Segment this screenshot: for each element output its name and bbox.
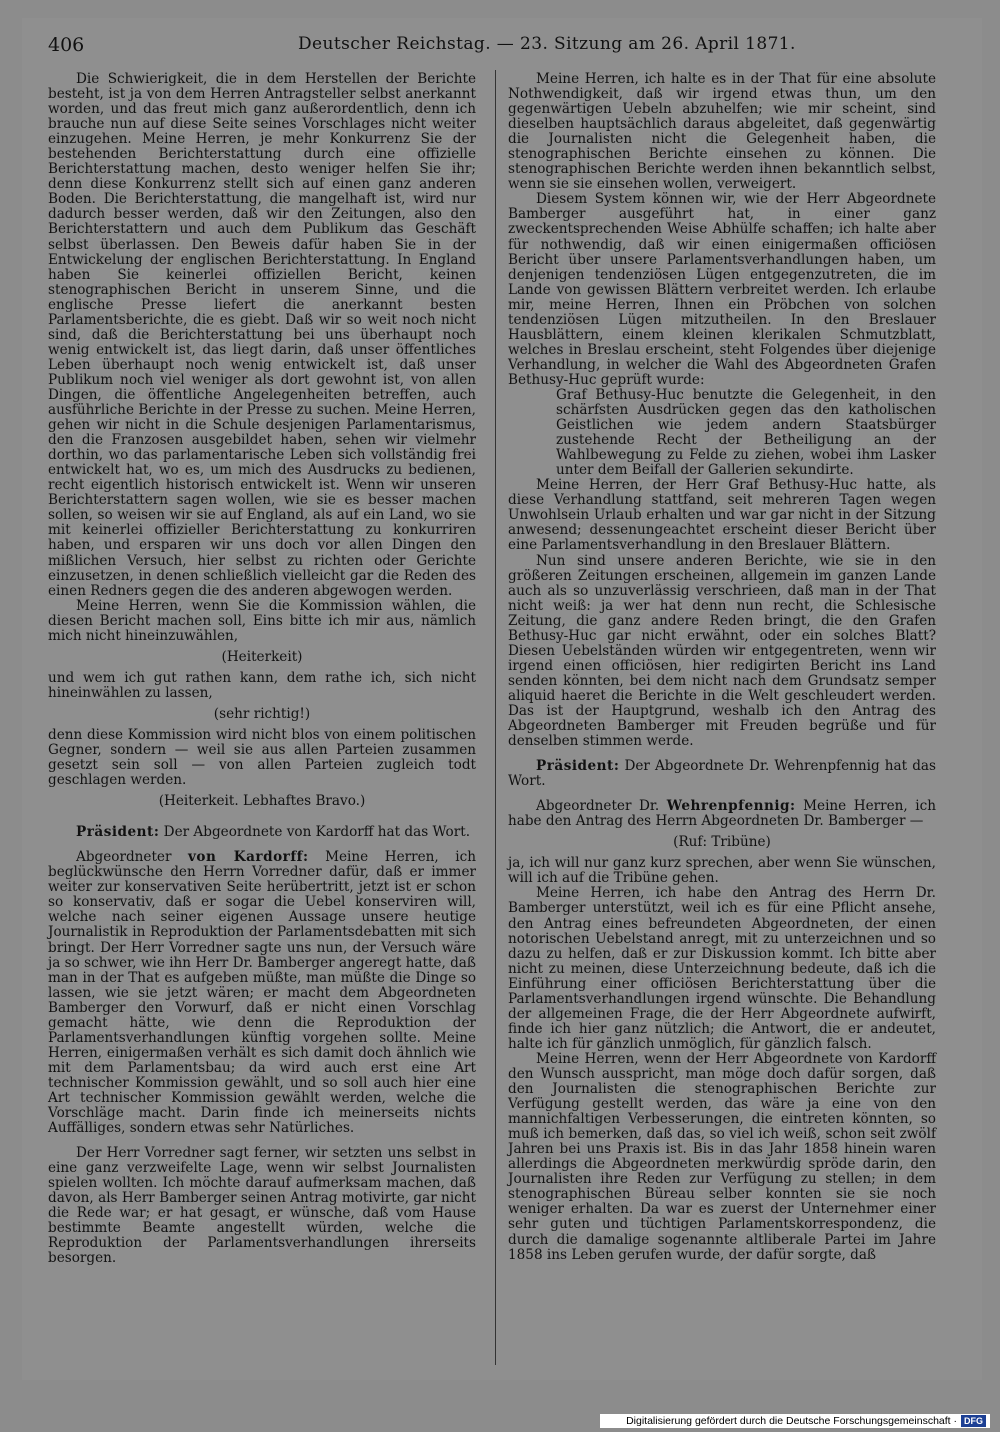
president-remark: Präsident: Der Abgeordnete von Kardorff hat das Wort. (76, 824, 471, 841)
paragraph: Der Herr Vorredner sagt ferner, wir setzten uns selbst in eine ganz verzweifelte Lage, wenn wir selbst Journalisten spielen wollten. Ich möchte darauf aufmerksam machen, daß davon, als Herr Bamberger seinen Antrag motivirte, gar nicht die Rede war; er hat gesagt, er wünsche, daß vom Hause bestimmte Beamte angestellt würden, welche die Reproduktion der Parlamentsverhandlungen ihrerseits besorgen. (48, 1145, 476, 1267)
speech: Abgeordneter Dr. Wehrenpfennig: Meine Herren, ich habe den Antrag des Herrn Abgeordneten Dr. Bamberger — (508, 798, 936, 830)
paragraph: Diesem System können wir, wie der Herr Abgeordnete Bamberger ausgeführt hat, in einer ganz zweckentsprechenden Weise Abhülfe schaffen; ich halte aber für nothwendig, daß wir einen einigermaßen officiösen Bericht über unsere Parlamentsverhandlungen haben, um denjenigen tendenziösen Lügen entgegenzutreten, die im Lande von gewissen Blättern verbreitet werden. Ich erlaube mir, meine Herren, Ihnen ein Pröbchen von solchen tendenziösen Lügen mitzutheilen. In den Breslauer Hausblättern, einem kleinen klerikalen Schmutzblatt, welches in Breslau erscheint, steht Folgendes über diejenige Verhandlung, in welcher die Wahl des Abgeordneten Grafen Bethusy-Huc geprüft wurde: (508, 191, 936, 388)
credit-text: Digitalisierung gefördert durch die Deutsche Forschungsgemeinschaft · (626, 1415, 957, 1427)
page-header (48, 34, 948, 62)
dfg-logo-icon: DFG (961, 1415, 986, 1427)
speaker-label: Präsident: (536, 758, 620, 775)
paragraph: Meine Herren, ich habe den Antrag des Herrn Dr. Bamberger unterstützt, weil ich es für eine Pflicht ansehe, den Antrag eines befreundeten Abgeordneten, der einen notorischen Uebelstand anregt, mit zu unterzeichnen und so dazu zu helfen, daß er zur Diskussion kommt. Ich bitte aber nicht zu meinen, diese Unterzeichnung bedeute, daß ich die Einführung einer officiösen Berichterstattung über die Parlamentsverhandlungen irgend wünschte. Die Behandlung der allgemeinen Frage, die der Herr Abgeordnete aufwirft, finde ich hier ganz nützlich; die Antwort, die er andeutet, halte ich für gänzlich unmöglich, für gänzlich falsch. (508, 885, 936, 1052)
paragraph: Die Schwierigkeit, die in dem Herstellen der Berichte besteht, ist ja von dem Herren Antragsteller selbst anerkannt worden, und das freut mich ganz außerordentlich, denn ich brauche nun auf diese Seite seines Vorschlages nicht weiter einzugehen. Meine Herren, je mehr Konkurrenz Sie der bestehenden Berichterstattung durch eine offizielle Berichterstattung machen, desto weniger helfen Sie ihr; denn diese Konkurrenz stellt sich auf einen ganz anderen Boden. Die Berichterstattung, die mangelhaft ist, wird nur dadurch besser werden, daß wir den Zeitungen, also den Berichterstattern und auch dem Publikum das Geschäft selbst überlassen. Den Beweis dafür haben Sie in der Entwickelung der englischen Berichterstattung. In England haben Sie keinerlei offiziellen Bericht, keinen stenographischen Bericht in unserem Sinne, und die englische Presse liefert die anerkannt besten Parlamentsberichte, die es giebt. Daß wir so weit noch nicht sind, daß die Berichterstattung bei uns überhaupt noch wenig entwickelt ist, das liegt darin, daß unser öffentliches Leben überhaupt noch wenig entwickelt ist, daß unser Publikum noch viel weniger als dort gewohnt ist, von allen Dingen, die öffentliche Angelegenheiten betreffen, auch ausführliche Berichte in der Presse zu suchen. Meine Herren, gehen wir nicht in die Schule desjenigen Parlamentarismus, den die Franzosen ausgebildet haben, sehen wir vielmehr dorthin, wo das parlamentarische Leben sich vollständig frei entwickelt hat, wo es, um mich des Ausdrucks zu bedienen, recht eigentlich historisch entwickelt ist. Wenn wir unseren Berichterstattern sagen wollen, wie sie es besser machen sollen, so weisen wir sie auf England, als auf ein Land, wo sie mit keinerlei offizieller Berichterstattung zu konkurriren haben, und ersparen wir uns doch vor allen Dingen den mißlichen Versuch, hier selbst zu richten oder Gerichte einzusetzen, in denen schließlich vielleicht gar die Reden des einen Redners gegen die des anderen abgewogen werden. (48, 71, 476, 599)
stage-direction: (Heiterkeit) (221, 648, 303, 665)
paragraph: Meine Herren, ich halte es in der That für eine absolute Nothwendigkeit, daß wir irgend etwas thun, um den gegenwärtigen Uebeln abzuhelfen; wie mir scheint, sind dieselben hauptsächlich daraus abgeleitet, daß gegenwärtig die Journalisten nicht die Gelegenheit haben, die stenographischen Berichte einsehen zu können. Die stenographischen Berichte werden ihnen bekanntlich selbst, wenn sie sie einsehen wollen, verweigert. (508, 71, 936, 193)
paragraph: Meine Herren, wenn Sie die Kommission wählen, die diesen Bericht machen soll, Eins bitte ich mir aus, nämlich mich nicht hineinzuwählen, (48, 597, 476, 644)
paragraph: ja, ich will nur ganz kurz sprechen, aber wenn Sie wünschen, will ich auf die Tribüne gehen. (508, 855, 936, 887)
stage-direction: (sehr richtig!) (213, 705, 311, 722)
stage-direction: (Heiterkeit. Lebhaftes Bravo.) (158, 793, 366, 810)
speaker-label: Präsident: (76, 824, 160, 841)
paragraph: Meine Herren, der Herr Graf Bethusy-Huc hatte, als diese Verhandlung stattfand, seit mehreren Tagen wegen Unwohlsein Urlaub erhalten und war gar nicht in der Sitzung anwesend; dessenungeachtet erscheint dieser Bericht über eine Parlamentsverhandlung in den Breslauer Blättern. (508, 477, 936, 554)
paragraph: Meine Herren, wenn der Herr Abgeordnete von Kardorff den Wunsch ausspricht, man möge doch dafür sorgen, daß den Journalisten die stenographischen Berichte zur Verfügung gestellt werden, das wäre ja eine von den mannichfaltigen Verbesserungen, die eintreten könnten, so muß ich bemerken, daß das, so viel ich weiß, schon seit zwölf Jahren bei uns Praxis ist. Bis in das Jahr 1858 hinein waren allerdings die Abgeordneten merkwürdig spröde darin, den Journalisten ihre Reden zur Verfügung zu stellen; in dem stenographischen Büreau selber konnten sie sie noch weniger erhalten. Da war es zuerst der Unternehmer einer sehr guten und tüchtigen Parlamentskorrespondenz, die durch die damalige sogenannte altliberale Partei im Jahre 1858 ins Leben gerufen wurde, der dafür sorgte, daß (508, 1050, 936, 1263)
president-remark: Präsident: Der Abgeordnete Dr. Wehrenpfennig hat das Wort. (508, 758, 936, 790)
column-divider (495, 70, 496, 1365)
block-quote: Graf Bethusy-Huc benutzte die Gelegenheit, in den schärfsten Ausdrücken gegen das den katholischen Geistlichen wie jedem andern Staatsbürger zustehende Recht der Betheiligung an der Wahlbewegung zu Felde zu ziehen, wobei ihm Lasker unter dem Beifall der Gallerien sekundirte. (556, 386, 936, 479)
running-title: Deutscher Reichstag. — 23. Sitzung am 26. April 1871. (298, 34, 796, 54)
speech: Abgeordneter von Kardorff: Meine Herren, ich beglückwünsche den Herrn Vorredner dafür, daß er immer weiter zur konservativen Seite herübertritt, jetzt ist er schon so konservativ, daß er sogar die Uebel konserviren will, welche nach seiner eigenen Aussage unsere heutige Journalistik in Reproduktion der Parlamentsdebatten mit sich bringt. Der Herr Vorredner sagte uns nun, der Versuch wäre ja so schwer, wie ihn Herr Dr. Bamberger angeregt hatte, daß man in der That es aufgeben müßte, man müßte die Dinge so lassen, wie sie jetzt wären; er macht dem Abgeordneten Bamberger den Vorwurf, daß er nicht einen Vorschlag gemacht hätte, wie denn die Reproduktion der Parlamentsverhandlungen künftig vorgehen sollte. Meine Herren, einigermaßen verhält es sich damit doch ähnlich wie mit dem Parlamentsbau; da wird auch erst eine Art technischer Kommission gewählt, und so soll auch hier eine Art technischer Kommission gewählt werden, welche die Vorschläge macht. Darin finde ich meinerseits nichts Auffälliges, sondern etwas sehr Natürliches. (48, 849, 476, 1137)
paragraph: Nun sind unsere anderen Berichte, wie sie in den größeren Zeitungen erscheinen, allgemein im ganzen Lande auch als so unzuverlässig verschrieen, daß man in der That nicht weiß: ja wer hat denn nun recht, die Schlesische Zeitung, die ganz andere Reden bringt, die den Grafen Bethusy-Huc gar nicht erwähnt, oder ein solches Blatt? Diesen Uebelständen würden wir entgegentreten, wenn wir irgend einen officiösen, hier redigirten Bericht ins Land senden könnten, bei dem nicht nach dem Grundsatz semper aliquid haeret die Berichte in die Welt geschleudert werden. Das ist der Hauptgrund, weshalb ich den Antrag des Abgeordneten Bamberger mit Freuden begrüße und für denselben stimmen werde. (508, 552, 936, 750)
page-number: 406 (48, 34, 85, 56)
left-column (48, 72, 476, 1267)
speaker-name: Wehrenpfennig: (666, 798, 796, 815)
paragraph: und wem ich gut rathen kann, dem rathe ich, sich nicht hineinwählen zu lassen, (48, 669, 476, 701)
digitization-credit (600, 1414, 990, 1428)
stage-direction: (Ruf: Tribüne) (673, 834, 771, 851)
right-column (508, 72, 936, 1263)
paragraph: denn diese Kommission wird nicht blos von einem politischen Gegner, sondern — weil sie aus allen Parteien zusammen gesetzt sein soll — von allen Parteien zugleich todt geschlagen werden. (48, 726, 476, 789)
speaker-name: von Kardorff: (188, 849, 309, 866)
